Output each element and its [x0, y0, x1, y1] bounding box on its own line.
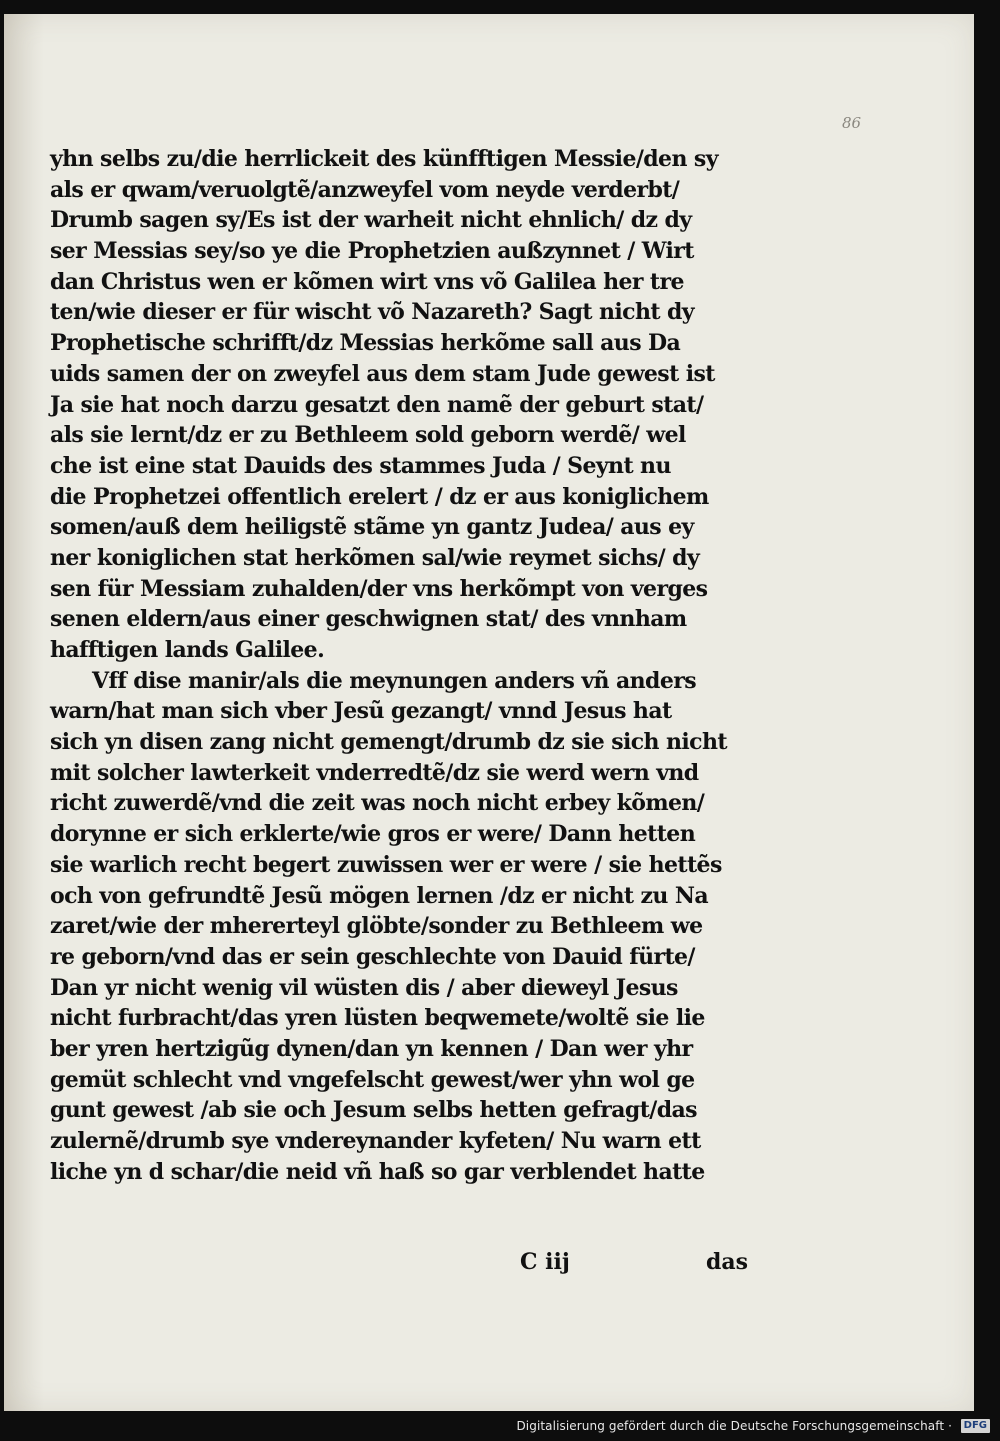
text-line: sen für Messiam zuhalden/der vns herkõmpt von verges	[50, 575, 708, 602]
text-line: als er qwam/veruolgtẽ/anzweyfel vom neyde verderbt/	[50, 176, 680, 203]
text-line: Dan yr nicht wenig vil wüsten dis / aber dieweyl Jesus	[50, 974, 678, 1001]
text-line: mit solcher lawterkeit vnderredtẽ/dz sie werd wern vnd	[50, 759, 699, 786]
text-line: gemüt schlecht vnd vngefelscht gewest/wer yhn wol ge	[50, 1066, 695, 1093]
text-line: uids samen der on zweyfel aus dem stam Jude gewest ist	[50, 360, 715, 387]
page-bottom-marks	[4, 1246, 1000, 1278]
footer-bar	[0, 1411, 1000, 1441]
text-line: sich yn disen zang nicht gemengt/drumb dz sie sich nicht	[50, 729, 727, 756]
text-line: Prophetische schrifft/dz Messias herkõme sall aus Da	[50, 330, 681, 357]
text-line: hafftigen lands Galilee.	[50, 637, 325, 663]
funding-credit: Digitalisierung gefördert durch die Deutsche Forschungsgemeinschaft ·	[516, 1419, 952, 1433]
text-line: sie warlich recht begert zuwissen wer er were / sie hettẽs	[50, 851, 722, 878]
text-line: gunt gewest /ab sie och Jesum selbs hetten gefragt/das	[50, 1097, 697, 1124]
text-line: richt zuwerdẽ/vnd die zeit was noch nicht erbey kõmen/	[50, 790, 705, 817]
text-line: ten/wie dieser er für wischt võ Nazareth? Sagt nicht dy	[50, 299, 694, 326]
text-line: Ja sie hat noch darzu gesatzt den namẽ der geburt stat/	[50, 391, 704, 418]
text-line: che ist eine stat Dauids des stammes Juda / Seynt nu	[50, 452, 671, 479]
text-line: Drumb sagen sy/Es ist der warheit nicht ehnlich/ dz dy	[50, 207, 692, 234]
text-line: re geborn/vnd das er sein geschlechte von Dauid fürte/	[50, 943, 695, 970]
paragraph-start-line: Vff dise manir/als die meynungen anders vñ anders	[92, 667, 696, 694]
text-line: ber yren hertzigũg dynen/dan yn kennen / Dan wer yhr	[50, 1035, 693, 1062]
text-line: liche yn d schar/die neid vñ haß so gar verblendet hatte	[50, 1158, 705, 1185]
text-line: die Prophetzei offentlich erelert / dz er aus koniglichem	[50, 483, 709, 510]
text-line: warn/hat man sich vber Jesũ gezangt/ vnnd Jesus hat	[50, 698, 672, 725]
dfg-logo: DFG	[961, 1419, 990, 1433]
text-line: zulernẽ/drumb sye vndereynander kyfeten/ Nu warn ett	[50, 1128, 701, 1154]
text-line: och von gefrundtẽ Jesũ mögen lernen /dz er nicht zu Na	[50, 882, 708, 909]
text-line: ner koniglichen stat herkõmen sal/wie reymet sichs/ dy	[50, 544, 700, 571]
folio-number: 86	[842, 114, 862, 132]
signature-mark: C iij	[520, 1249, 570, 1275]
text-line: nicht furbracht/das yren lüsten beqwemete/woltẽ sie lie	[50, 1005, 705, 1032]
text-block	[50, 144, 800, 1187]
book-page	[4, 14, 974, 1411]
catchword: das	[706, 1249, 749, 1275]
text-line: yhn selbs zu/die herrlickeit des künfftigen Messie/den sy	[50, 146, 718, 172]
text-line: dorynne er sich erklerte/wie gros er were/ Dann hetten	[50, 821, 696, 848]
text-line: senen eldern/aus einer geschwignen stat/ des vnnham	[50, 606, 687, 633]
text-line: somen/auß dem heiligstẽ stãme yn gantz Judea/ aus ey	[50, 514, 694, 541]
text-line: als sie lernt/dz er zu Bethleem sold geborn werdẽ/ wel	[50, 422, 686, 449]
text-line: dan Christus wen er kõmen wirt vns võ Galilea her tre	[50, 268, 684, 295]
text-line: zaret/wie der mhererteyl glöbte/sonder zu Bethleem we	[50, 913, 703, 940]
text-line: ser Messias sey/so ye die Prophetzien außzynnet / Wirt	[50, 238, 694, 265]
